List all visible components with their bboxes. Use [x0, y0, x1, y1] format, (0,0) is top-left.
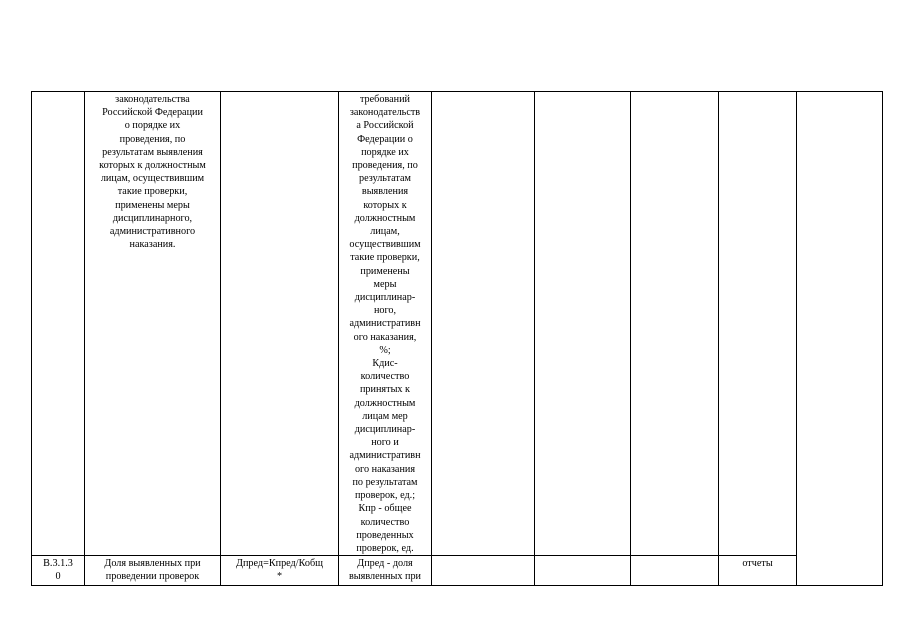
- cell-formula: [221, 556, 339, 586]
- indicator-name-text: Доля выявленных при проведении проверок: [104, 558, 201, 583]
- indicators-table: [31, 91, 883, 586]
- table-row: [32, 92, 883, 556]
- cell-empty-7: [631, 556, 719, 586]
- formula-description-text: требований законодательств а Российской Федерации о порядке их проведения, по результатам выявления которых к должностным лицам, осуществившим такие проверки, применены меры дисциплинар- ного, административн ого наказания, %; Кдис- количество принятых к должностным лицам мер дисциплинар- ного и административн ого наказания по результатам проверок, ед.; Кпр - общее количество проведенных проверок, ед.: [349, 94, 421, 554]
- cell-formula-description: [339, 556, 432, 586]
- cell-empty-5: [432, 92, 535, 556]
- cell-empty-5: [432, 556, 535, 586]
- cell-empty-6: [535, 556, 631, 586]
- cell-source: [719, 92, 797, 556]
- cell-indicator-name: [85, 92, 221, 556]
- cell-indicator-name: [85, 556, 221, 586]
- indicator-code-text: В.3.1.3 0: [43, 558, 73, 583]
- table-row: [32, 556, 883, 586]
- cell-empty-6: [535, 92, 631, 556]
- cell-code: [32, 92, 85, 556]
- indicator-name-text: законодательства Российской Федерации о порядке их проведения, по результатам выявления которых к должностным лицам, осуществившим такие проверки, применены меры дисциплинарного, административного наказания.: [99, 94, 206, 251]
- cell-empty-9: [797, 92, 883, 586]
- source-text: отчеты: [742, 558, 773, 570]
- cell-formula-description: [339, 92, 432, 556]
- formula-description-text: Дпред - доля выявленных при: [348, 558, 421, 583]
- formula-text: Дпред=Кпред/Кобщ *: [236, 558, 323, 583]
- cell-code: [32, 556, 85, 586]
- cell-source: [719, 556, 797, 586]
- cell-empty-7: [631, 92, 719, 556]
- cell-formula: [221, 92, 339, 556]
